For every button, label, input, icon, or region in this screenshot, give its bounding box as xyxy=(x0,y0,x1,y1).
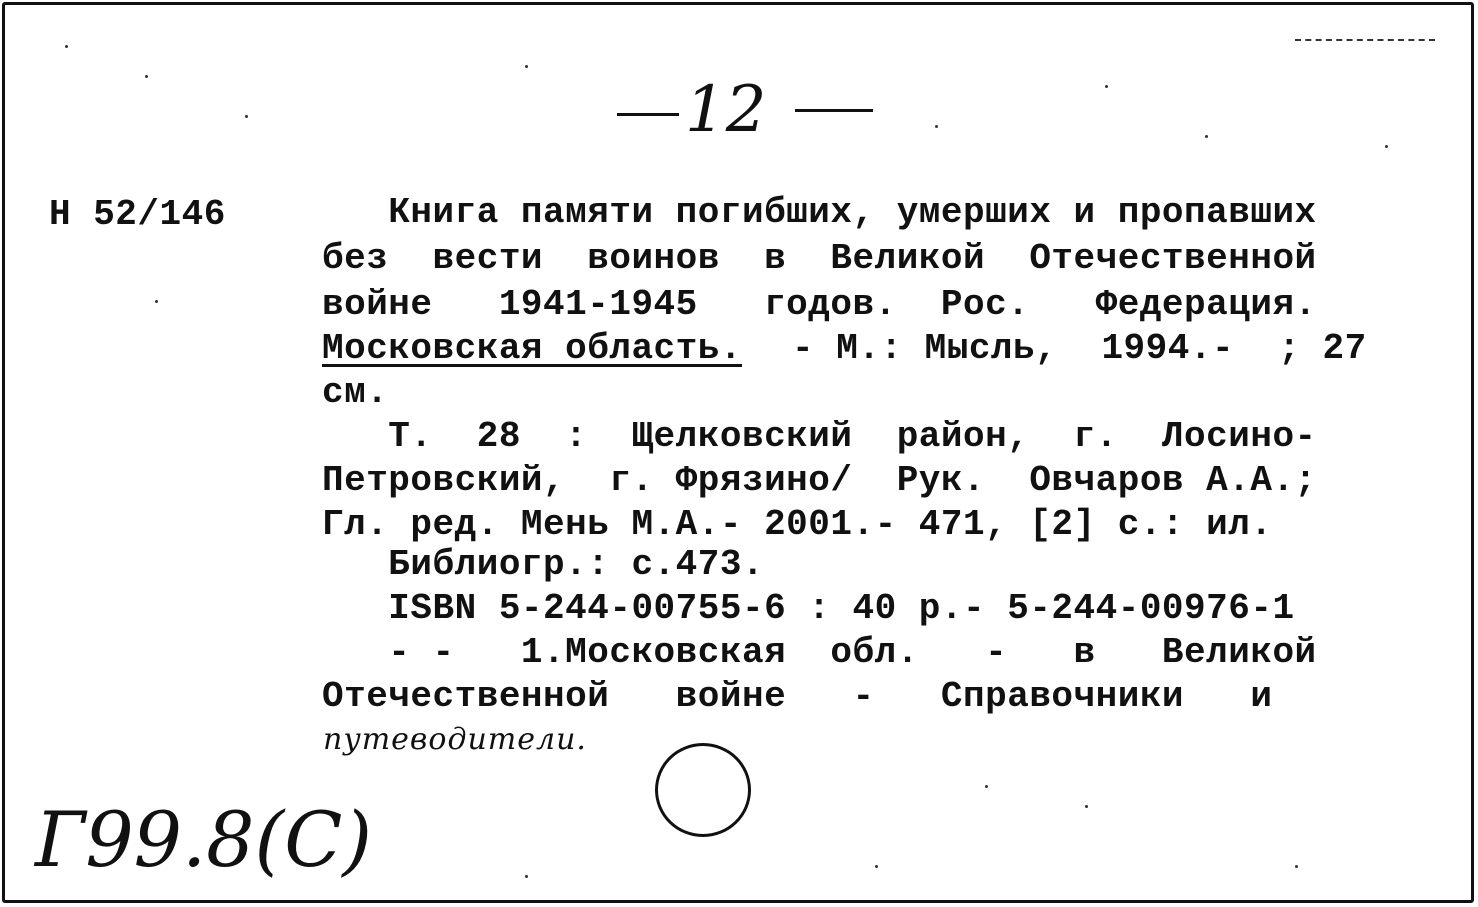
text-line-2: без вести воинов в Великой Отечественной xyxy=(322,238,1317,279)
text-line-4: - М.: Мысль, 1994.- ; 27 xyxy=(792,328,1367,369)
text-line-6: Т. 28 : Щелковский район, г. Лосино- xyxy=(322,416,1317,457)
top-dotted-line xyxy=(1295,39,1435,41)
speck xyxy=(155,300,158,303)
page-number-right-dash xyxy=(795,109,873,112)
speck xyxy=(65,45,68,48)
speck xyxy=(1295,865,1298,868)
text-line-11: - - 1.Московская обл. - в Великой xyxy=(322,632,1317,673)
stamp-circle xyxy=(655,743,751,837)
underlined-subject: Московская область. xyxy=(322,328,742,369)
text-line-12: Отечественной войне - Справочники и xyxy=(322,676,1273,717)
text-line-10: ISBN 5-244-00755-6 : 40 р.- 5-244-00976-1 xyxy=(322,588,1295,629)
speck xyxy=(245,115,248,118)
text-line-7: Петровский, г. Фрязино/ Рук. Овчаров А.А.; xyxy=(322,460,1317,501)
shelf-mark: Г99.8(С) xyxy=(35,795,372,884)
speck xyxy=(1085,805,1088,808)
page-number: 12 xyxy=(685,73,767,147)
speck xyxy=(875,865,878,868)
speck xyxy=(1205,135,1208,138)
text-line-8: Гл. ред. Мень М.А.- 2001.- 471, [2] с.: ил. xyxy=(322,504,1273,545)
text-line-5: см. xyxy=(322,372,389,413)
speck xyxy=(985,785,988,788)
catalog-card xyxy=(2,2,1474,903)
speck xyxy=(1385,145,1388,148)
speck xyxy=(935,125,938,128)
speck xyxy=(1105,85,1108,88)
speck xyxy=(525,65,528,68)
text-line-9: Библиогр.: с.473. xyxy=(322,544,765,585)
page-number-left-dash xyxy=(617,113,679,116)
text-line-3: войне 1941-1945 годов. Рос. Федерация. xyxy=(322,284,1317,325)
speck xyxy=(145,75,148,78)
text-line-1: Книга памяти погибших, умерших и пропавших xyxy=(322,192,1317,233)
handwritten-word: путеводители. xyxy=(323,722,587,757)
speck xyxy=(525,875,528,878)
call-number: Н 52/146 xyxy=(49,194,226,235)
